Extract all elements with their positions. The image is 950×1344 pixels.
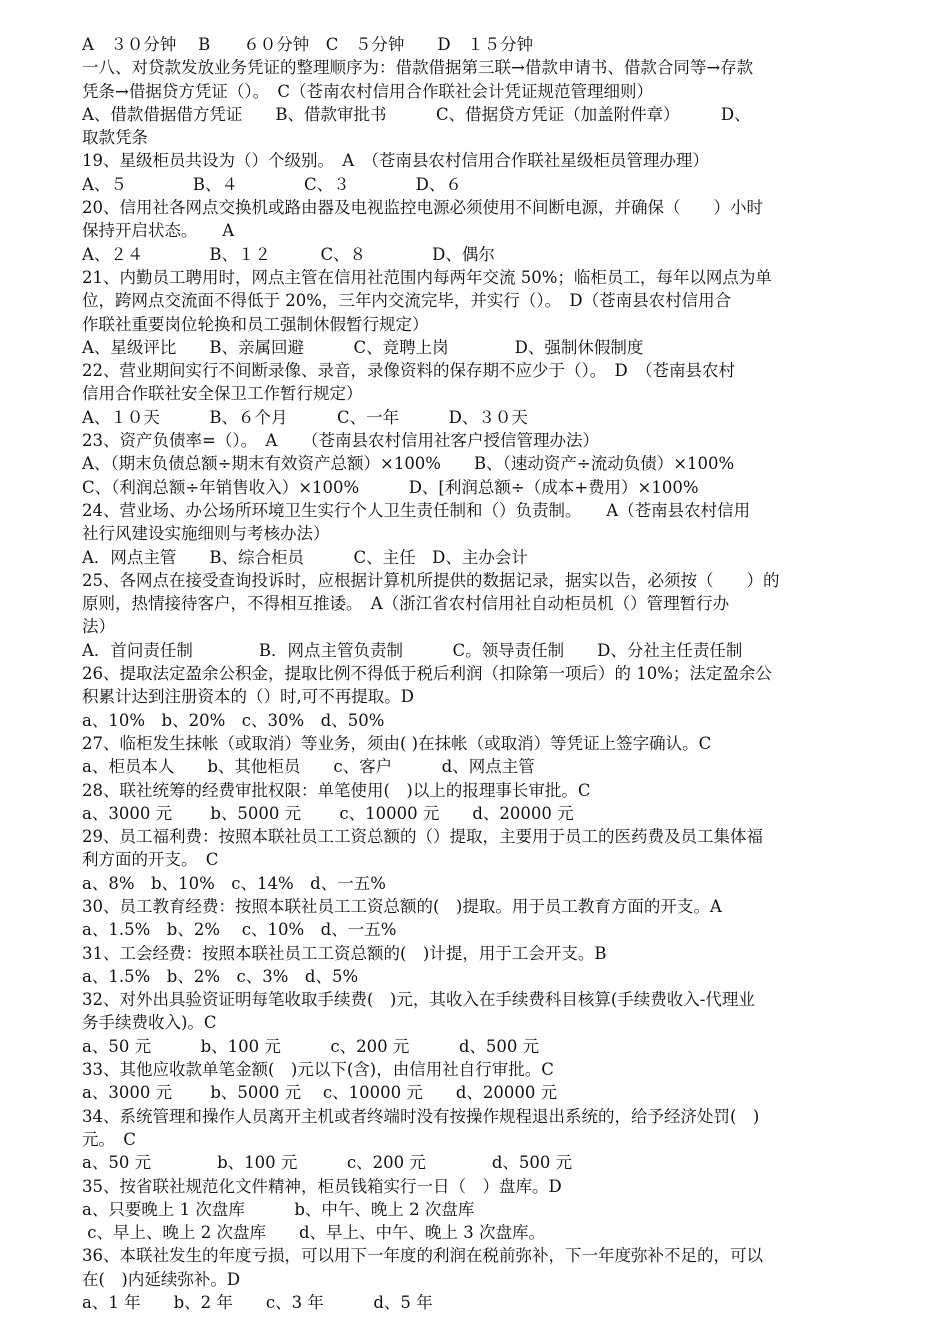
text-line: a、1.5% b、2% c、10% d、一五% bbox=[82, 920, 397, 940]
text-line: 35、按省联社规范化文件精神，柜员钱箱实行一日（ ）盘库。D bbox=[82, 1176, 562, 1196]
text-line: 19、星级柜员共设为（）个级别。 A （苍南县农村信用合作联社星级柜员管理办理） bbox=[82, 151, 709, 171]
text-line: 20、信用社各网点交换机或路由器及电视监控电源必须使用不间断电源，并确保（ ）小时 bbox=[82, 198, 763, 218]
document-page bbox=[82, 33, 874, 1314]
text-line: 30、员工教育经费：按照本联社员工工资总额的( )提取。用于员工教育方面的开支。A bbox=[82, 896, 722, 916]
text-line: 25、各网点在接受查询投诉时，应根据计算机所提供的数据记录，据实以告，必须按（ ）的 bbox=[82, 570, 780, 590]
text-line: 31、工会经费：按照本联社员工工资总额的( )计提，用于工会开支。B bbox=[82, 943, 607, 963]
text-line: 36、本联社发生的年度亏损，可以用下一年度的利润在税前弥补，下一年度弥补不足的，可以 bbox=[82, 1246, 763, 1266]
text-line: 29、员工福利费：按照本联社员工工资总额的（）提取，主要用于员工的医药费及员工集体福 bbox=[82, 827, 763, 847]
text-line: 26、提取法定盈余公积金，提取比例不得低于税后利润（扣除第一项后）的 10%；法定盈余公 bbox=[82, 664, 772, 684]
text-line: 33、其他应收款单笔金额( )元以下(含)，由信用社自行审批。C bbox=[82, 1060, 554, 1080]
text-line: A、星级评比 B、亲属回避 C、竞聘上岗 D、强制休假制度 bbox=[82, 337, 644, 357]
text-line: 利方面的开支。 C bbox=[82, 850, 219, 870]
text-line: 28、联社统筹的经费审批权限：单笔使用( )以上的报理事长审批。C bbox=[82, 780, 591, 800]
text-line: 元。 C bbox=[82, 1129, 136, 1149]
text-line: 作联社重要岗位轮换和员工强制休假暂行规定） bbox=[82, 314, 429, 334]
text-line: A、（期末负债总额÷期末有效资产总额）×100% B、（速动资产÷流动负债）×100% bbox=[82, 454, 735, 474]
text-line: a、8% b、10% c、14% d、一五% bbox=[82, 873, 386, 893]
text-line: 27、临柜发生抹帐（或取消）等业务，须由( )在抹帐（或取消）等凭证上签字确认。C bbox=[82, 733, 712, 753]
text-line: a、1.5% b、2% c、3% d、5% bbox=[82, 966, 359, 986]
text-line: a、50 元 b、100 元 c、200 元 d、500 元 bbox=[82, 1036, 540, 1056]
text-line: 取款凭条 bbox=[82, 128, 148, 148]
text-line: A．首问责任制 B．网点主管负责制 C。领导责任制 D、分社主任责任制 bbox=[82, 640, 743, 660]
text-line: A、５ B、４ C、３ D、６ bbox=[82, 174, 462, 194]
text-line: 一八、对贷款发放业务凭证的整理顺序为：借款借据第三联→借款申请书、借款合同等→存款 bbox=[82, 58, 754, 78]
text-line: A、１０天 B、６个月 C、一年 D、３０天 bbox=[82, 407, 528, 427]
text-line: 22、营业期间实行不间断录像、录音，录像资料的保存期不应少于（）。 D （苍南县农村 bbox=[82, 361, 735, 381]
text-line: 保持开启状态。 A bbox=[82, 221, 235, 241]
text-line: 凭条→借据贷方凭证（）。 C（苍南农村信用合作联社会计凭证规范管理细则） bbox=[82, 81, 653, 101]
text-line: a、3000 元 b、5000 元 c、10000 元 d、20000 元 bbox=[82, 1083, 558, 1103]
text-line: 21、内勤员工聘用时，网点主管在信用社范围内每两年交流 50%；临柜员工，每年以网点为单 bbox=[82, 267, 772, 287]
text-line: 积累计达到注册资本的（）时,可不再提取。D bbox=[82, 687, 414, 707]
text-line: a、3000 元 b、5000 元 c、10000 元 d、20000 元 bbox=[82, 803, 574, 823]
text-line: 32、对外出具验资证明每笔收取手续费( )元，其收入在手续费科目核算(手续费收入-代理业 bbox=[82, 990, 755, 1010]
text-line: 信用合作联社安全保卫工作暂行规定） bbox=[82, 384, 363, 404]
text-line: a、10% b、20% c、30% d、50% bbox=[82, 710, 385, 730]
text-line: 法） bbox=[82, 617, 115, 637]
text-line: c、早上、晚上 2 次盘库 d、早上、中午、晚上 3 次盘库。 bbox=[82, 1223, 546, 1243]
text-line: a、1 年 b、2 年 c、3 年 d、5 年 bbox=[82, 1293, 433, 1313]
text-line: 社行风建设实施细则与考核办法） bbox=[82, 524, 330, 544]
text-line: A、２４ B、１２ C、８ D、偶尔 bbox=[82, 244, 495, 264]
text-line: a、只要晚上 1 次盘库 b、中午、晚上 2 次盘库 bbox=[82, 1199, 475, 1219]
text-line: A ３０分钟 B ６０分钟 C ５分钟 D １５分钟 bbox=[82, 35, 534, 54]
text-line: 在( )内延续弥补。D bbox=[82, 1269, 241, 1289]
text-line: C、（利润总额÷年销售收入）×100% D、[利润总额÷（成本+费用）×100% bbox=[82, 477, 699, 497]
text-line: a、50 元 b、100 元 c、200 元 d、500 元 bbox=[82, 1153, 573, 1173]
text-line: 务手续费收入)。C bbox=[82, 1013, 217, 1033]
text-line: A、借款借据借方凭证 B、借款审批书 C、借据贷方凭证（加盖附件章） D、 bbox=[82, 104, 751, 124]
text-line: 原则，热情接待客户，不得相互推诿。 A（浙江省农村信用社自动柜员机（）管理暂行办 bbox=[82, 594, 730, 614]
text-line: 位，跨网点交流面不得低于 20%，三年内交流完毕，并实行（）。 D（苍南县农村信用合 bbox=[82, 291, 732, 311]
text-line: a、柜员本人 b、其他柜员 c、客户 d、网点主管 bbox=[82, 757, 535, 777]
text-line: 23、资产负债率=（）。 A （苍南县农村信用社客户授信管理办法） bbox=[82, 431, 599, 451]
text-line: 24、营业场、办公场所环境卫生实行个人卫生责任制和（）负责制。 A（苍南县农村信用 bbox=[82, 500, 751, 520]
text-line: A．网点主管 B、综合柜员 C、主任 D、主办会计 bbox=[82, 547, 528, 567]
text-line: 34、系统管理和操作人员离开主机或者终端时没有按操作规程退出系统的，给予经济处罚( ) bbox=[82, 1106, 760, 1126]
